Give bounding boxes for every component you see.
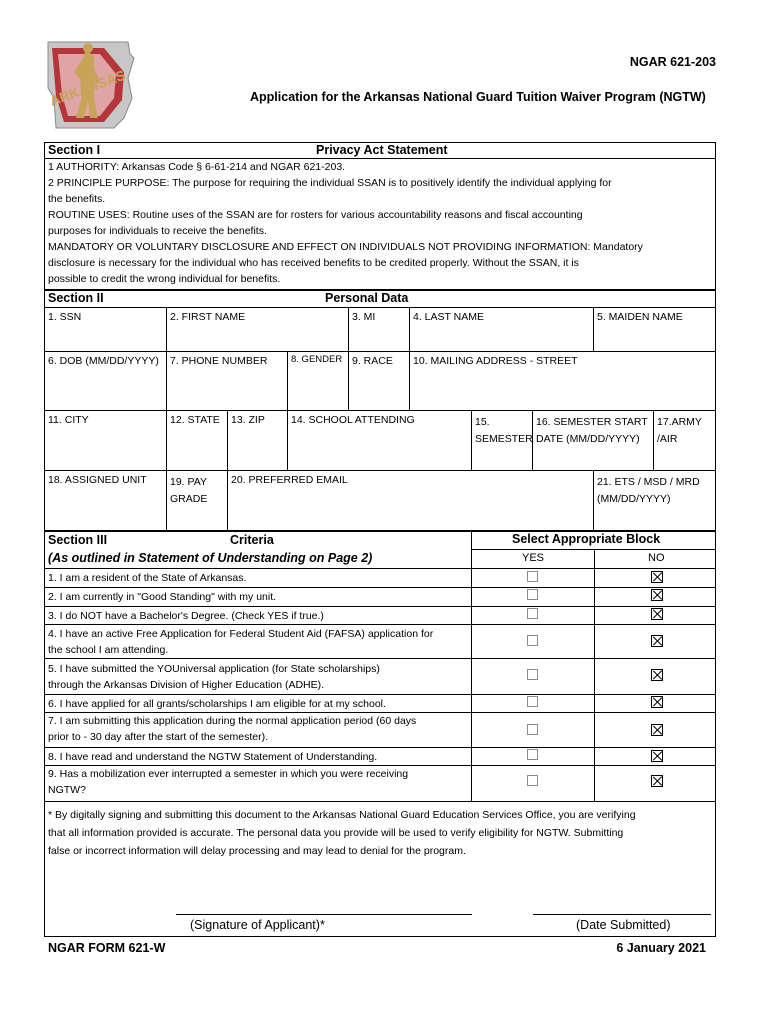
field-race[interactable]: 9. RACE (352, 355, 393, 367)
field-mailing-address[interactable]: 10. MAILING ADDRESS - STREET (413, 355, 578, 367)
privacy-line: 2 PRINCIPLE PURPOSE: The purpose for requiring the individual SSAN is to positively identify the individual applying for (48, 177, 612, 189)
criterion-3-no-checkbox[interactable] (651, 608, 663, 620)
field-semester[interactable] (475, 414, 533, 448)
privacy-line: ROUTINE USES: Routine uses of the SSAN are for rosters for various accountability reasons and fiscal accounting (48, 209, 583, 221)
criterion-7-line: 7. I am submitting this application during the normal application period (60 days (48, 715, 417, 727)
select-block-header: Select Appropriate Block (512, 532, 661, 546)
field-ets[interactable] (597, 474, 700, 508)
date-line[interactable] (533, 914, 711, 915)
criterion-4-no-checkbox[interactable] (651, 635, 663, 647)
certification-text (48, 806, 636, 860)
criterion-1-no-checkbox[interactable] (651, 571, 663, 583)
criterion-6: 6. I have applied for all grants/scholarships I am eligible for at my school. (48, 698, 386, 710)
certification-line: that all information provided is accurate. The personal data you provide will be used to verify eligibility for NGTW. Submitting (48, 827, 624, 839)
field-phone[interactable]: 7. PHONE NUMBER (170, 355, 268, 367)
criterion-6-no-checkbox[interactable] (651, 696, 663, 708)
privacy-line: MANDATORY OR VOLUNTARY DISCLOSURE AND EFFECT ON INDIVIDUALS NOT PROVIDING INFORMATION: Mandatory (48, 241, 643, 253)
criterion-3: 3. I do NOT have a Bachelor's Degree. (Check YES if true.) (48, 610, 324, 622)
no-header: NO (648, 552, 665, 564)
criterion-2-yes-checkbox[interactable] (527, 589, 538, 600)
criterion-8: 8. I have read and understand the NGTW Statement of Understanding. (48, 751, 378, 763)
criterion-6-yes-checkbox[interactable] (527, 696, 538, 707)
field-gender[interactable]: 8. GENDER (291, 354, 343, 365)
privacy-line: disclosure is necessary for the individual who has received benefits to be credited properly. Without the SSAN, it is (48, 257, 579, 269)
field-pay-grade-line: GRADE (170, 493, 208, 505)
criterion-9 (48, 766, 408, 798)
field-semester-start-line: 16. SEMESTER START (536, 416, 648, 428)
section3-title: Criteria (230, 533, 274, 547)
criterion-5-line: 5. I have submitted the YOUniversal application (for State scholarships) (48, 663, 380, 675)
criterion-4-yes-checkbox[interactable] (527, 635, 538, 646)
criterion-2-no-checkbox[interactable] (651, 589, 663, 601)
criterion-7-yes-checkbox[interactable] (527, 724, 538, 735)
privacy-line: possible to credit the wrong individual for benefits. (48, 273, 281, 285)
section2-title: Personal Data (325, 291, 409, 305)
field-dob[interactable]: 6. DOB (MM/DD/YYYY) (48, 355, 159, 367)
field-semester-line: 15. (475, 416, 490, 428)
field-army-air[interactable] (657, 414, 702, 448)
privacy-statement (48, 159, 643, 287)
section2-label: Section II (48, 291, 104, 305)
field-ets-line: 21. ETS / MSD / MRD (597, 476, 700, 488)
privacy-line: purposes for individuals to receive the benefits. (48, 225, 267, 237)
field-maiden-name[interactable]: 5. MAIDEN NAME (597, 311, 683, 323)
field-ets-line: (MM/DD/YYYY) (597, 493, 671, 505)
section3-label: Section III (48, 533, 108, 547)
section1-title: Privacy Act Statement (316, 143, 448, 157)
section3-subtitle: (As outlined in Statement of Understanding on Page 2) (48, 551, 373, 565)
signature-label: (Signature of Applicant)* (190, 918, 325, 932)
field-ssn[interactable]: 1. SSN (48, 311, 82, 323)
field-assigned-unit[interactable]: 18. ASSIGNED UNIT (48, 474, 147, 486)
field-pay-grade[interactable] (170, 474, 207, 508)
field-army-air-line: 17.ARMY (657, 416, 702, 428)
certification-line: * By digitally signing and submitting this document to the Arkansas National Guard Education Services Office, you are verifying (48, 809, 636, 821)
date-label: (Date Submitted) (576, 918, 671, 932)
criterion-9-yes-checkbox[interactable] (527, 775, 538, 786)
field-last-name[interactable]: 4. LAST NAME (413, 311, 484, 323)
criterion-2: 2. I am currently in "Good Standing" with my unit. (48, 591, 277, 603)
criterion-5-line: through the Arkansas Division of Higher Education (ADHE). (48, 679, 325, 691)
criterion-4-line: the school I am attending. (48, 644, 169, 656)
criterion-5 (48, 661, 380, 693)
criterion-7-no-checkbox[interactable] (651, 724, 663, 736)
field-mi[interactable]: 3. MI (352, 311, 376, 323)
field-semester-line: SEMESTER (475, 433, 533, 445)
field-army-air-line: /AIR (657, 433, 678, 445)
criterion-3-yes-checkbox[interactable] (527, 608, 538, 619)
form-title: Application for the Arkansas National Guard Tuition Waiver Program (NGTW) (250, 90, 706, 104)
criterion-9-line: NGTW? (48, 784, 86, 796)
section1-label: Section I (48, 143, 101, 157)
logo-text: ARKANSAS (47, 66, 128, 109)
privacy-line: the benefits. (48, 193, 106, 205)
field-first-name[interactable]: 2. FIRST NAME (170, 311, 246, 323)
criterion-5-yes-checkbox[interactable] (527, 669, 538, 680)
footer-date: 6 January 2021 (616, 941, 706, 955)
arkansas-logo (44, 38, 136, 130)
criterion-5-no-checkbox[interactable] (651, 669, 663, 681)
criterion-4 (48, 626, 433, 658)
field-semester-start-line: DATE (MM/DD/YYYY) (536, 433, 640, 445)
privacy-line: 1 AUTHORITY: Arkansas Code § 6-61-214 and NGAR 621-203. (48, 161, 346, 173)
criterion-8-no-checkbox[interactable] (651, 750, 663, 762)
criterion-7-line: prior to - 30 day after the start of the semester). (48, 731, 269, 743)
field-email[interactable]: 20. PREFERRED EMAIL (231, 474, 348, 486)
field-semester-start[interactable] (536, 414, 648, 448)
criterion-8-yes-checkbox[interactable] (527, 749, 538, 760)
form-code: NGAR 621-203 (629, 55, 716, 69)
criterion-1: 1. I am a resident of the State of Arkansas. (48, 572, 247, 584)
criterion-1-yes-checkbox[interactable] (527, 571, 538, 582)
footer-form-name: NGAR FORM 621-W (48, 941, 166, 955)
criterion-9-line: 9. Has a mobilization ever interrupted a semester in which you were receiving (48, 768, 409, 780)
criterion-9-no-checkbox[interactable] (651, 775, 663, 787)
certification-line: false or incorrect information will delay processing and may lead to denial for the program. (48, 845, 466, 857)
yes-header: YES (522, 552, 545, 564)
field-pay-grade-line: 19. PAY (170, 476, 207, 488)
field-city[interactable]: 11. CITY (48, 414, 89, 426)
criterion-7 (48, 713, 416, 745)
field-state[interactable]: 12. STATE (170, 414, 220, 426)
criterion-4-line: 4. I have an active Free Application for Federal Student Aid (FAFSA) application for (48, 628, 434, 640)
field-school[interactable]: 14. SCHOOL ATTENDING (291, 414, 415, 426)
field-zip[interactable]: 13. ZIP (231, 414, 265, 426)
signature-line[interactable] (176, 914, 472, 915)
